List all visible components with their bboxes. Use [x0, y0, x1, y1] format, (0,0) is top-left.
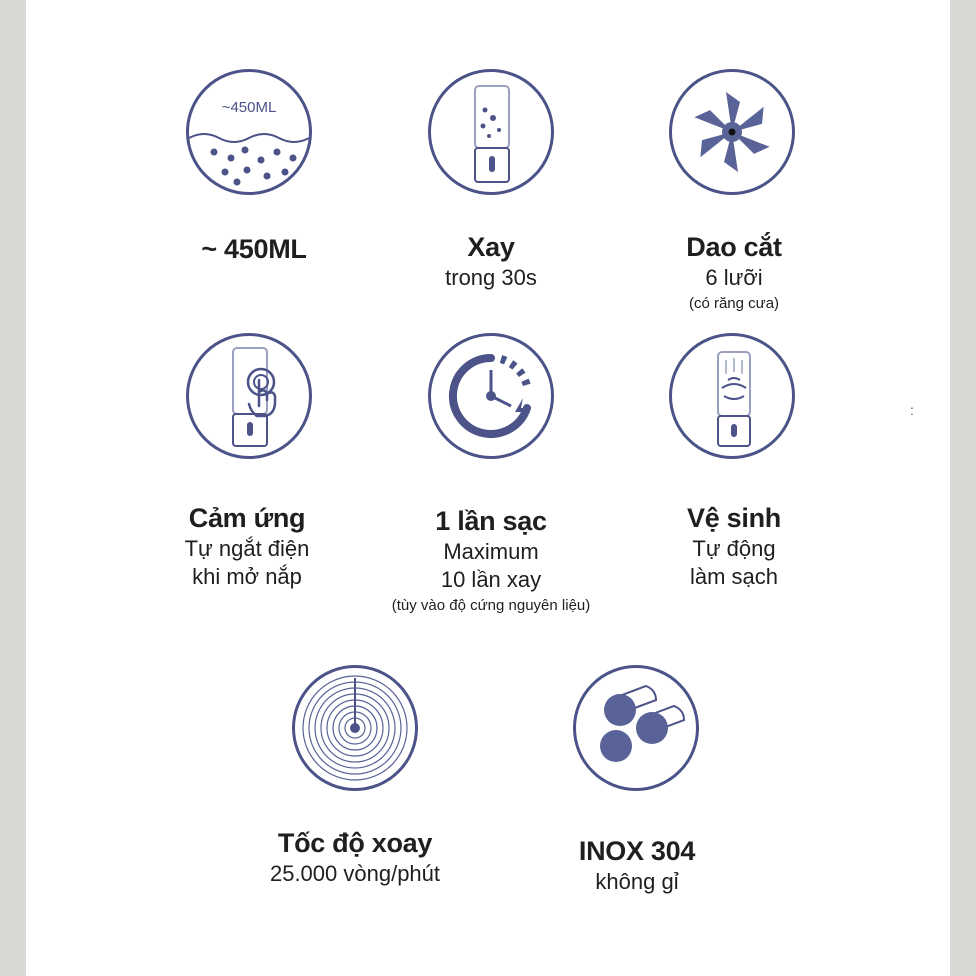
feature-charge [371, 506, 611, 614]
feature-line: không gỉ [595, 869, 679, 894]
touch-button-icon [186, 333, 312, 459]
feature-line: 25.000 vòng/phút [269, 861, 441, 886]
feature-speed [235, 828, 475, 887]
feature-title: Cảm ứng [188, 503, 306, 533]
feature-blend-time [371, 232, 611, 291]
feature-clean [614, 503, 854, 590]
stainless-steel-icon [573, 665, 699, 791]
feature-line: 6 lưỡi [705, 265, 763, 290]
feature-blades [614, 232, 854, 312]
spin-speed-icon [292, 665, 418, 791]
feature-title: Dao cắt [686, 232, 782, 262]
blender-bubbles-icon [428, 69, 554, 195]
feature-capacity [134, 234, 374, 265]
feature-line: trong 30s [445, 265, 537, 290]
feature-line: Maximum [443, 539, 539, 564]
feature-title: Xay [467, 232, 515, 262]
side-mark: : [910, 402, 914, 418]
feature-note: (có răng cưa) [688, 295, 780, 312]
feature-line: Tự động [692, 536, 776, 561]
blade-icon [669, 69, 795, 195]
feature-title: Vệ sinh [687, 503, 781, 533]
clock-charge-icon [428, 333, 554, 459]
feature-line: Tự ngắt điện [184, 536, 310, 561]
feature-material [517, 836, 757, 895]
feature-note: (tùy vào độ cứng nguyên liệu) [391, 597, 591, 614]
feature-line: làm sạch [689, 564, 779, 589]
feature-title: 1 lần sạc [435, 506, 547, 536]
volume-450ml-icon [186, 69, 312, 195]
feature-line: khi mở nắp [192, 564, 302, 589]
feature-title: Tốc độ xoay [277, 828, 433, 858]
feature-title: ~ 450ML [201, 234, 307, 264]
feature-touch [127, 503, 367, 590]
volume-label: ~450ML [221, 99, 277, 116]
self-clean-icon [669, 333, 795, 459]
feature-line: 10 lần xay [440, 567, 542, 592]
feature-title: INOX 304 [578, 836, 696, 866]
